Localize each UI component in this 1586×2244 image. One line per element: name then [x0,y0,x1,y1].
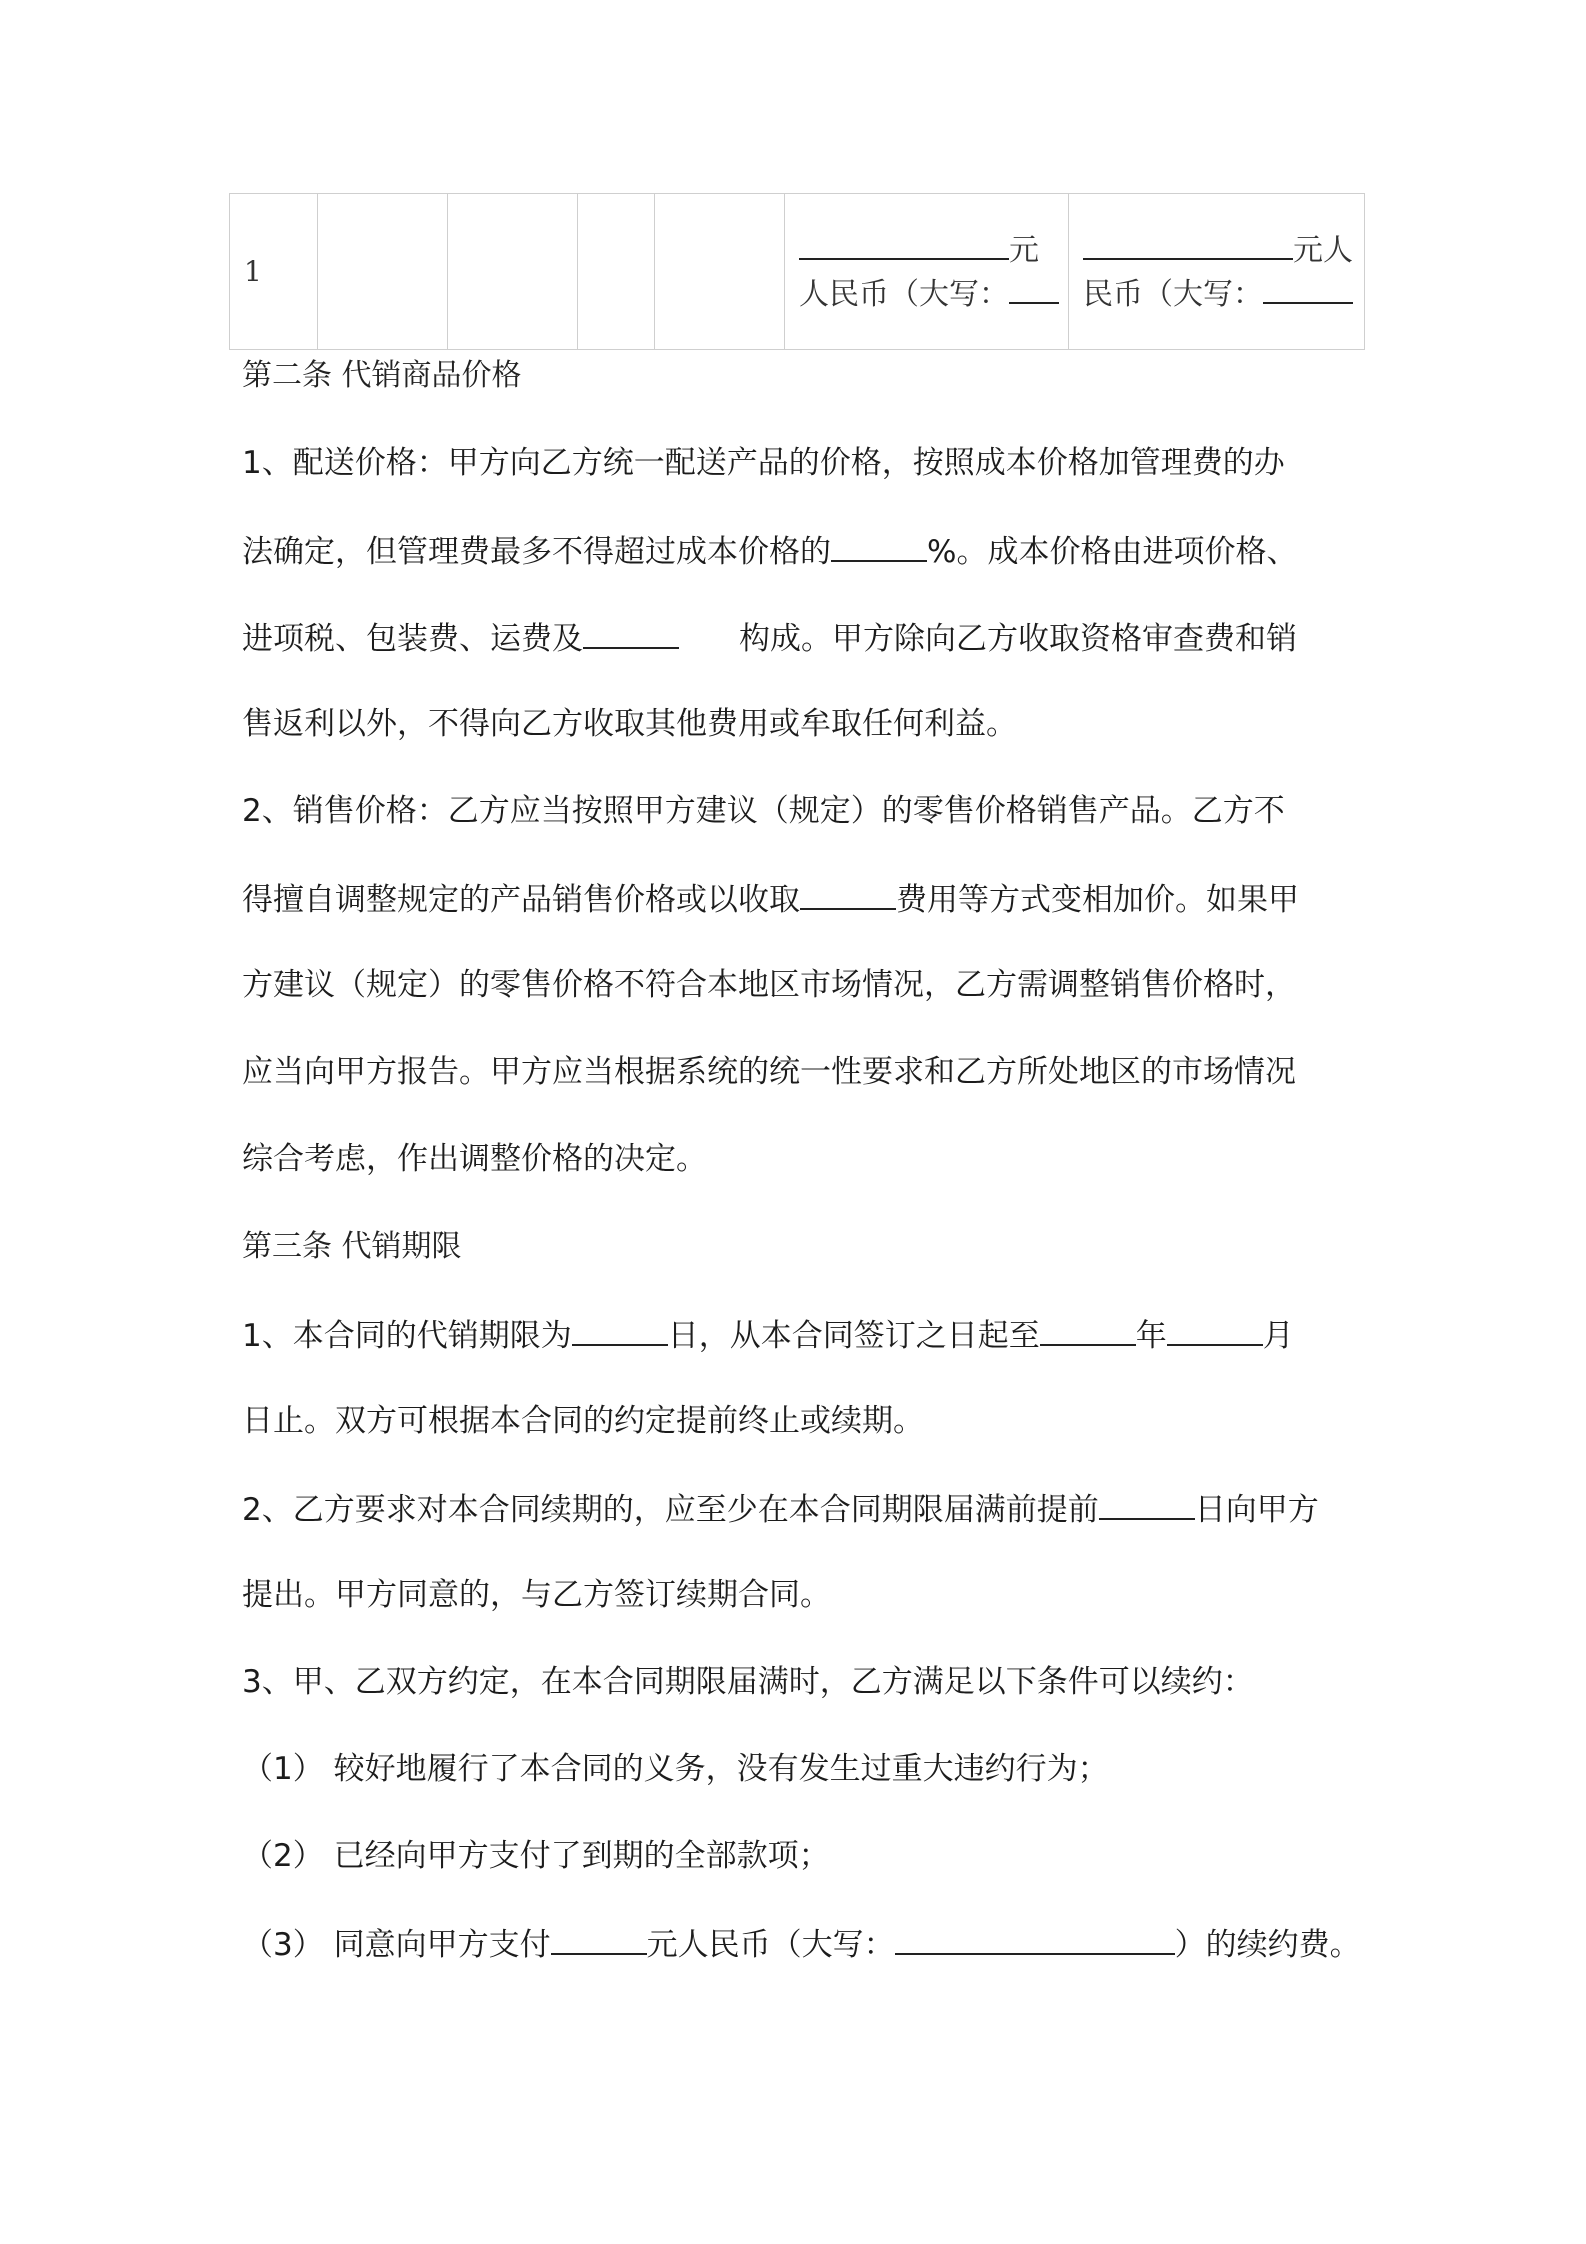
fill-blank [800,876,896,910]
fill-blank [895,1921,1175,1955]
section-heading-2: 第二条 代销商品价格 [242,358,522,393]
amount-unit: 元人 [1293,232,1353,268]
section-heading-3: 第三条 代销期限 [242,1229,462,1264]
fill-blank [572,1312,668,1346]
amount-blank [1083,228,1293,260]
amount-cell-2 [1069,194,1365,350]
list-item: （2） 已经向甲方支付了到期的全部款项； [242,1838,830,1874]
paragraph-line: 3、甲、乙双方约定，在本合同期限届满时，乙方满足以下条件可以续约： [242,1664,1254,1700]
table-row [230,194,1365,350]
price-table [229,193,1365,350]
paragraph-line: 方建议（规定）的零售价格不符合本地区市场情况，乙方需调整销售价格时， [242,967,1296,1003]
paragraph-line: 售返利以外，不得向乙方收取其他费用或牟取任何利益。 [242,706,1017,742]
table-cell [578,194,655,350]
table-cell [318,194,448,350]
paragraph-line: 提出。甲方同意的，与乙方签订续期合同。 [242,1577,831,1613]
paragraph-line: 2、乙方要求对本合同续期的，应至少在本合同期限届满前提前 日向甲方 [242,1486,1319,1532]
row-number-cell [230,194,318,350]
amount-cell-1 [785,194,1069,350]
amount-uppercase-label: 人民币（大写： [799,276,1009,312]
amount-blank [799,228,1009,260]
amount-uppercase-label: 民币（大写： [1083,276,1263,312]
table-cell [655,194,785,350]
paragraph-line: 1、本合同的代销期限为 日，从本合同签订之日起至 年 月 [242,1312,1294,1358]
fill-blank [831,528,927,562]
table-cell [448,194,578,350]
list-item: （3） 同意向甲方支付 元人民币（大写： ）的续约费。 [242,1921,1361,1967]
amount-unit: 元 [1009,232,1039,268]
fill-blank [1167,1312,1263,1346]
fill-blank [1040,1312,1136,1346]
paragraph-line: 进项税、包装费、运费及 构成。甲方除向乙方收取资格审查费和销 [242,615,1297,661]
paragraph-line: 法确定，但管理费最多不得超过成本价格的 %。成本价格由进项价格、 [242,528,1297,574]
paragraph-line: 应当向甲方报告。甲方应当根据系统的统一性要求和乙方所处地区的市场情况 [242,1054,1296,1090]
amount-uppercase-blank [1009,272,1059,304]
fill-blank [1099,1486,1195,1520]
paragraph-line: 日止。双方可根据本合同的约定提前终止或续期。 [242,1403,924,1439]
paragraph-line: 1、配送价格：甲方向乙方统一配送产品的价格，按照成本价格加管理费的办 [242,445,1285,481]
list-item: （1） 较好地履行了本合同的义务，没有发生过重大违约行为； [242,1751,1109,1787]
fill-blank [551,1921,647,1955]
paragraph-line: 2、销售价格：乙方应当按照甲方建议（规定）的零售价格销售产品。乙方不 [242,793,1285,829]
fill-blank [583,615,679,649]
paragraph-line: 得擅自调整规定的产品销售价格或以收取 费用等方式变相加价。如果甲 [242,876,1299,922]
row-number: 1 [244,254,262,288]
amount-uppercase-blank [1263,272,1353,304]
paragraph-line: 综合考虑，作出调整价格的决定。 [242,1141,707,1177]
